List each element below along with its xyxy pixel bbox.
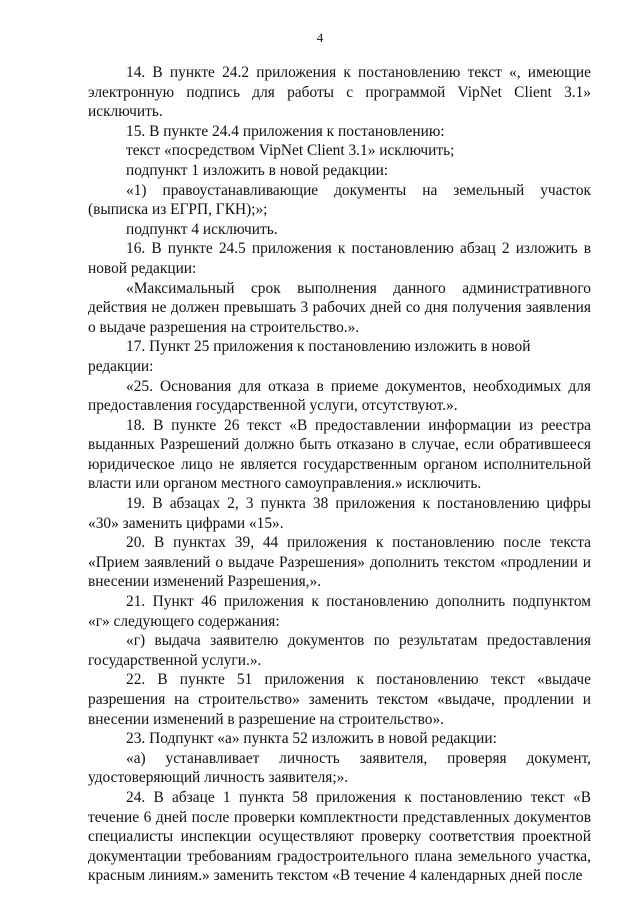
paragraph-14: 14. В пункте 24.2 приложения к постановлению текст «, имеющие электронную подпись для работы с программой VipNet Client 3.1» исключить. [88, 64, 591, 121]
paragraph-16-quote: «Максимальный срок выполнения данного административного действия не должен превышать 3 рабочих дней со дня получения заявления о выдаче разрешения на строительство.». [88, 279, 591, 336]
paragraph-19: 19. В абзацах 2, 3 пункта 38 приложения к постановлению цифры «30» заменить цифрами «15». [88, 495, 591, 532]
paragraph-17: 17. Пункт 25 приложения к постановлению изложить в новой редакции: [88, 338, 531, 375]
paragraph-15-subpoint-4: подпункт 4 исключить. [126, 220, 278, 238]
paragraph-15-subpoint-1-text: «1) правоустанавливающие документы на земельный участок (выписка из ЕГРП, ГКН);»; [88, 181, 591, 219]
paragraph-17-quote: «25. Основания для отказа в приеме документов, необходимых для предоставления государственной услуги, отсутствуют.». [88, 377, 591, 415]
paragraph-23: 23. Подпункт «а» пункта 52 изложить в новой редакции: [126, 730, 497, 748]
paragraph-16: 16. В пункте 24.5 приложения к постановлению абзац 2 изложить в новой редакции: [88, 240, 591, 277]
paragraph-21-quote: «г) выдача заявителю документов по результатам предоставления государственной услуги.». [88, 632, 591, 669]
page-number: 4 [316, 30, 324, 45]
paragraph-23-quote: «а) устанавливает личность заявителя, проверяя документ, удостоверяющий личность заявителя;». [88, 749, 591, 787]
paragraph-24: 24. В абзаце 1 пункта 58 приложения к постановлению текст «В течение 6 дней после проверки комплектности представленных документов специалисты инспекции осуществляют проверку соответствия проектной документации требованиям градостроительного плана земельного участка, красным линиям.» заменить текстом «В течение 4 календарных дней после [88, 788, 591, 885]
paragraph-18: 18. В пункте 26 текст «В предоставлении информации из реестра выданных Разрешений должно быть отказано в случае, если обратившееся юридическое лицо не является государственным органом исполнительной власти или органом местного самоуправления.» исключить. [88, 416, 591, 493]
document-body [88, 63, 591, 886]
paragraph-15-subpoint-1: подпункт 1 изложить в новой редакции: [126, 161, 389, 179]
paragraph-21: 21. Пункт 46 приложения к постановлению дополнить подпунктом «г» следующего содержания: [88, 593, 591, 630]
paragraph-15: 15. В пункте 24.4 приложения к постановлению: [126, 122, 445, 140]
paragraph-22: 22. В пункте 51 приложения к постановлению текст «выдаче разрешения на строительство» заменить текстом «выдаче, продлении и внесении изменений в разрешение на строительство». [88, 671, 591, 728]
paragraph-15-text-removal: текст «посредством VipNet Client 3.1» исключить; [126, 142, 455, 160]
paragraph-20: 20. В пунктах 39, 44 приложения к постановлению после текста «Прием заявлений о выдаче Разрешения» дополнить текстом «продлении и внесении изменений Разрешения,». [88, 534, 591, 591]
